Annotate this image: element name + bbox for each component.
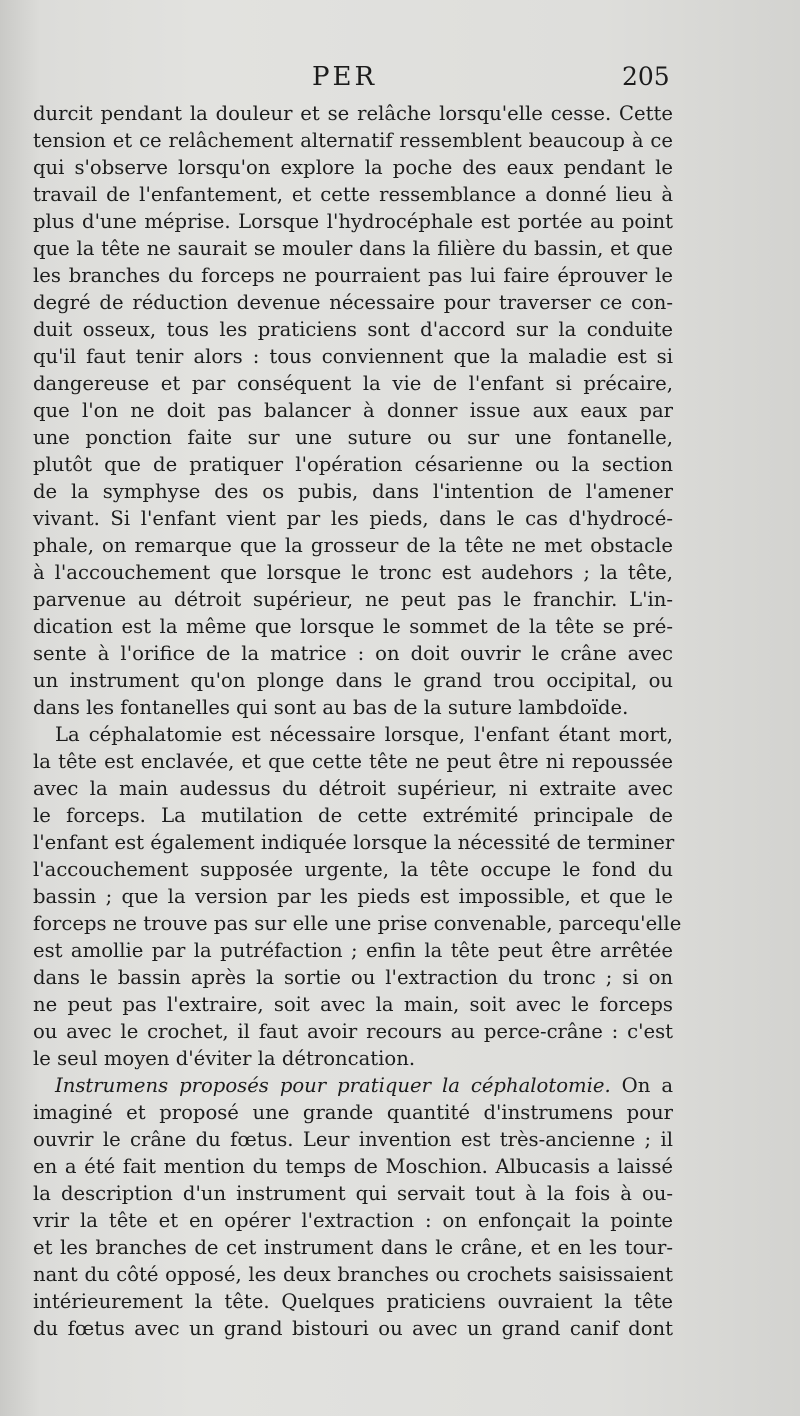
page-header [0, 62, 800, 102]
page-number: 205 [622, 62, 670, 91]
text-line: à l'accouchement que lorsque le tronc est audehors ; la tête, [33, 561, 673, 584]
text-line: un instrument qu'on plonge dans le grand trou occipital, ou [33, 669, 673, 692]
text-line: est amollie par la putréfaction ; enfin la tête peut être arrêtée [33, 939, 673, 962]
running-head: PER [312, 62, 378, 92]
text-line: la description d'un instrument qui servait tout à la fois à ou- [33, 1182, 673, 1205]
text-line: tension et ce relâchement alternatif ressemblent beaucoup à ce [33, 129, 673, 152]
text-line: les branches du forceps ne pourraient pas lui faire éprouver le [33, 264, 673, 287]
text-line: plutôt que de pratiquer l'opération césarienne ou la section [33, 453, 673, 476]
text-line: qu'il faut tenir alors : tous conviennent que la maladie est si [33, 345, 673, 368]
text-line: parvenue au détroit supérieur, ne peut pas le franchir. L'in- [33, 588, 673, 611]
text-line: travail de l'enfantement, et cette ressemblance a donné lieu à [33, 183, 673, 206]
text-line: du fœtus avec un grand bistouri ou avec un grand canif dont [33, 1317, 673, 1340]
text-line: phale, on remarque que la grosseur de la tête ne met obstacle [33, 534, 673, 557]
text-line: de la symphyse des os pubis, dans l'intention de l'amener [33, 480, 673, 503]
text-line: vrir la tête et en opérer l'extraction : on enfonçait la pointe [33, 1209, 673, 1232]
text-line: la tête est enclavée, et que cette tête ne peut être ni repoussée [33, 750, 673, 773]
text-line: ne peut pas l'extraire, soit avec la main, soit avec le forceps [33, 993, 673, 1016]
text-line: imaginé et proposé une grande quantité d'instrumens pour [33, 1101, 673, 1124]
text-line: intérieurement la tête. Quelques praticiens ouvraient la tête [33, 1290, 673, 1313]
text-line: le forceps. La mutilation de cette extrémité principale de [33, 804, 673, 827]
text-line: bassin ; que la version par les pieds est impossible, et que le [33, 885, 673, 908]
text-line: sente à l'orifice de la matrice : on doit ouvrir le crâne avec [33, 642, 673, 665]
text-line: dangereuse et par conséquent la vie de l'enfant si précaire, [33, 372, 673, 395]
text-line: dication est la même que lorsque le sommet de la tête se pré- [33, 615, 673, 638]
text-line: l'accouchement supposée urgente, la tête occupe le fond du [33, 858, 673, 881]
text-line: plus d'une méprise. Lorsque l'hydrocéphale est portée au point [33, 210, 673, 233]
text-line: en a été fait mention du temps de Moschion. Albucasis a laissé [33, 1155, 673, 1178]
text-line: dans les fontanelles qui sont au bas de la suture lambdoïde. [33, 696, 629, 719]
text-line: une ponction faite sur une suture ou sur une fontanelle, [33, 426, 673, 449]
text-run: On a [610, 1074, 673, 1097]
text-line: que la tête ne saurait se mouler dans la filière du bassin, et que [33, 237, 673, 260]
text-line: que l'on ne doit pas balancer à donner issue aux eaux par [33, 399, 673, 422]
text-line: le seul moyen d'éviter la détroncation. [33, 1047, 416, 1070]
italic-heading: Instrumens proposés pour pratiquer la céphalotomie. [55, 1074, 611, 1097]
text-line: l'enfant est également indiquée lorsque la nécessité de terminer [33, 831, 675, 854]
text-line: degré de réduction devenue nécessaire pour traverser ce con- [33, 291, 673, 314]
text-line: qui s'observe lorsqu'on explore la poche des eaux pendant le [33, 156, 673, 179]
text-line: dans le bassin après la sortie ou l'extraction du tronc ; si on [33, 966, 673, 989]
text-line: et les branches de cet instrument dans le crâne, et en les tour- [33, 1236, 673, 1259]
text-line: duit osseux, tous les praticiens sont d'accord sur la conduite [33, 318, 673, 341]
text-line: durcit pendant la douleur et se relâche lorsqu'elle cesse. Cette [33, 102, 673, 125]
text-line: avec la main audessus du détroit supérieur, ni extraite avec [33, 777, 673, 800]
text-line [33, 1072, 673, 1099]
text-line: La céphalatomie est nécessaire lorsque, l'enfant étant mort, [55, 723, 673, 746]
body-text [33, 100, 682, 1342]
text-line: nant du côté opposé, les deux branches ou crochets saisissaient [33, 1263, 673, 1286]
text-line: vivant. Si l'enfant vient par les pieds, dans le cas d'hydrocé- [33, 507, 673, 530]
text-line: ou avec le crochet, il faut avoir recours au perce-crâne : c'est [33, 1020, 673, 1043]
text-line: ouvrir le crâne du fœtus. Leur invention est très-ancienne ; il [33, 1128, 673, 1151]
text-line: forceps ne trouve pas sur elle une prise convenable, parcequ'elle [33, 912, 682, 935]
